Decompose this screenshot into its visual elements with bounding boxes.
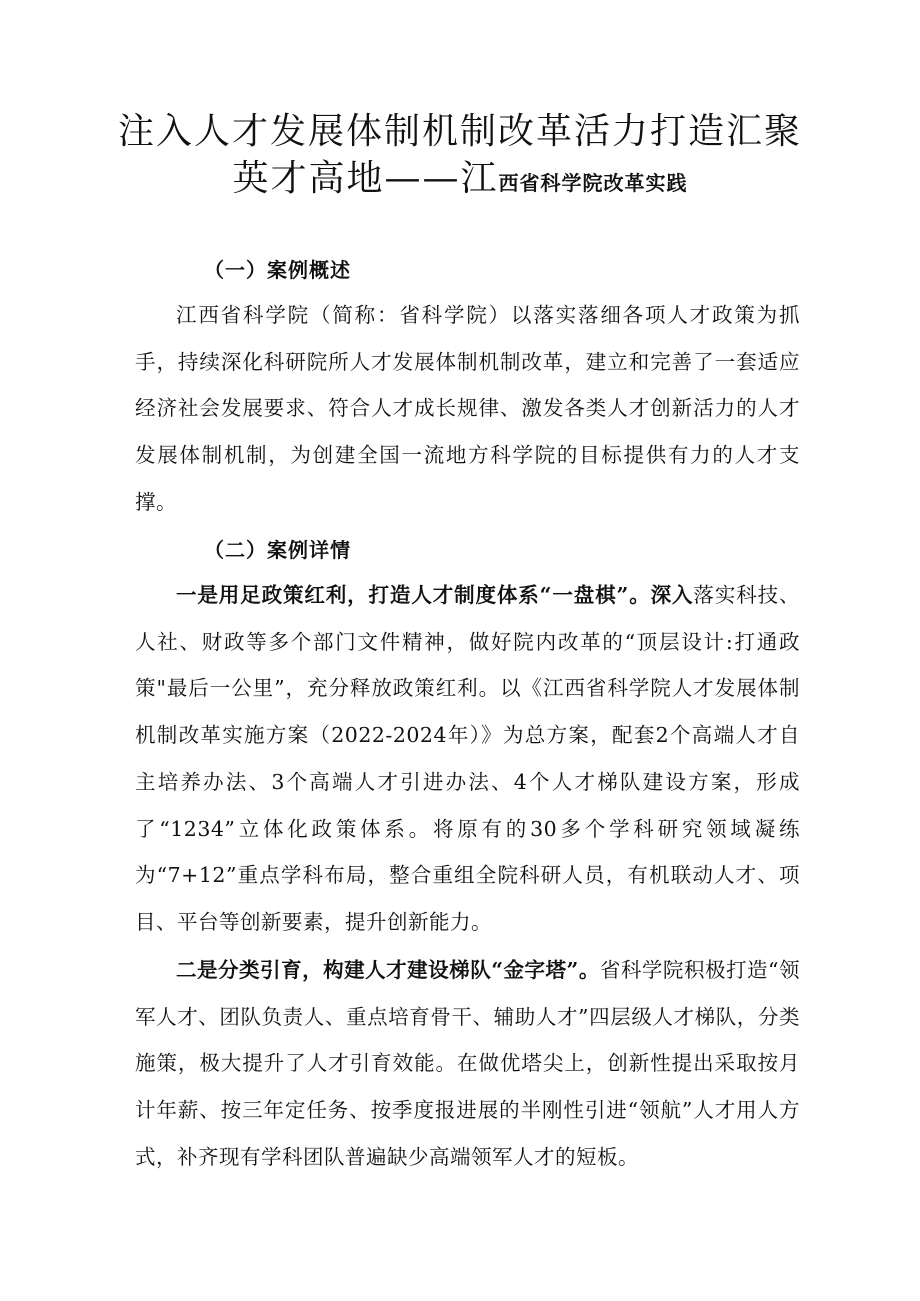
detail-paragraph-2 — [135, 947, 800, 1181]
document-title-line-1: 注入人才发展体制机制改革活力打造汇聚 — [117, 111, 802, 152]
document-title-line-2 — [0, 157, 920, 205]
section-heading-overview: （一）案例概述 — [204, 258, 351, 282]
detail-paragraph-2-body: 省科学院积极打造“领军人才、团队负责人、重点培育骨干、辅助人才”四层级人才梯队，分类施策，极大提升了人才引育效能。在做优塔尖上，创新性提出采取按月计年薪、按三年定任务、按季度报进展的半刚性引进“领航”人才用人方式，补齐现有学科团队普遍缺少高端领军人才的短板。 — [135, 958, 800, 1169]
detail-paragraph-1-body: 落实科技、人社、财政等多个部门文件精神，做好院内改革的“顶层设计:打通政策"最后一公里”，充分释放政策红利。以《江西省科学院人才发展体制机制改革实施方案（2022-2024年）》为总方案，配套2个高端人才自主培养办法、3个高端人才引进办法、4个人才梯队建设方案，形成了“1234”立体化政策体系。将原有的30多个学科研究领域凝练为“7+12”重点学科布局，整合重组全院科研人员，有机联动人才、项目、平台等创新要素，提升创新能力。 — [135, 583, 800, 934]
detail-paragraph-1-lead: 一是用足政策红利，打造人才制度体系“一盘棋”。深入 — [176, 583, 694, 607]
title-line-2-subtitle: 西省科学院改革实践 — [498, 171, 688, 195]
detail-paragraph-2-lead: 二是分类引育，构建人才建设梯队“金字塔”。 — [176, 958, 600, 982]
overview-paragraph: 江西省科学院（简称：省科学院）以落实落细各项人才政策为抓手，持续深化科研院所人才发展体制机制改革，建立和完善了一套适应经济社会发展要求、符合人才成长规律、激发各类人才创新活力的人才发展体制机制，为创建全国一流地方科学院的目标提供有力的人才支撑。 — [135, 303, 800, 514]
section-heading-details: （二）案例详情 — [204, 538, 351, 562]
title-line-2-main: 英才高地——江 — [232, 158, 499, 199]
detail-paragraph-1 — [135, 572, 800, 946]
